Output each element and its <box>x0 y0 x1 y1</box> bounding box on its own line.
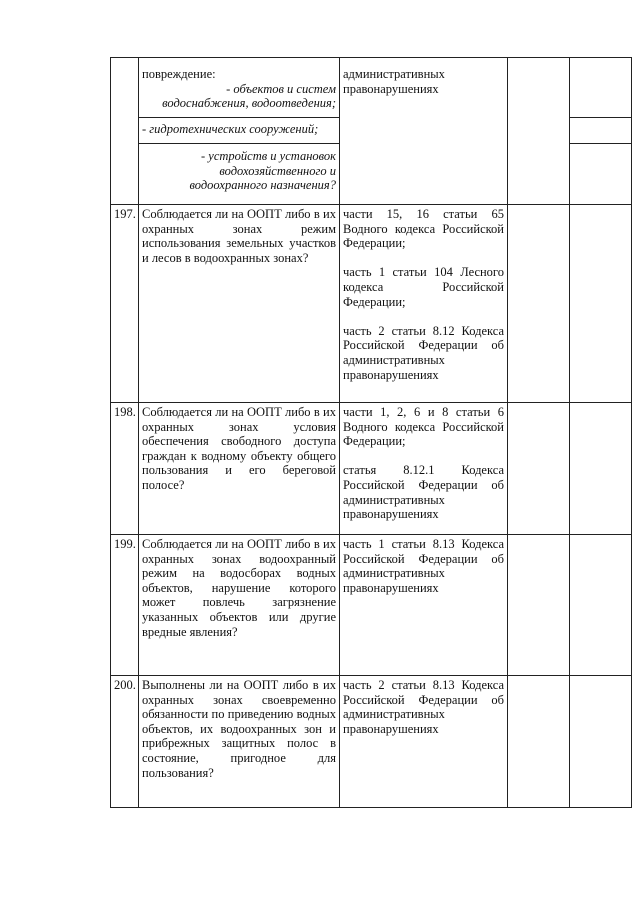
question-cell <box>139 58 340 118</box>
table-row-197 <box>111 205 632 403</box>
question-cell: Соблюдается ли на ООПТ либо в их охранных зонах режим использования земельных участков и лесов в водоохранных зонах? <box>139 205 340 403</box>
number-cell-empty <box>111 58 139 205</box>
reference-paragraph: статья 8.12.1 Кодекса Российской Федерации об административных правонарушениях <box>343 463 504 522</box>
row-number: 200. <box>111 676 139 808</box>
reference-cell <box>340 535 508 676</box>
empty-cell <box>508 205 570 403</box>
empty-cell <box>570 58 632 118</box>
empty-cell <box>570 118 632 144</box>
subitem-line: водоохранного назначения? <box>189 178 336 193</box>
subitem-line: - объектов и систем <box>226 81 336 96</box>
reference-paragraph: части 1, 2, 6 и 8 статьи 6 Водного кодекса Российской Федерации; <box>343 405 504 449</box>
empty-cell <box>508 58 570 205</box>
question-cell: Выполнены ли на ООПТ либо в их охранных зонах своевременно обязанности по приведению водных объектов, их водоохранных зон и прибрежных защитных полос в состояние, пригодное для пользования? <box>139 676 340 808</box>
reference-cell <box>340 205 508 403</box>
subitem-line: водохозяйственного и <box>219 163 336 178</box>
checklist-table <box>110 57 632 808</box>
row-number: 197. <box>111 205 139 403</box>
reference-paragraph: части 15, 16 статьи 65 Водного кодекса Российской Федерации; <box>343 207 504 251</box>
table-row-199 <box>111 535 632 676</box>
table-row-continuation-1 <box>111 58 632 118</box>
empty-cell <box>508 403 570 535</box>
subitem-line: - устройств и установок <box>201 149 336 163</box>
question-intro: повреждение: <box>142 67 216 81</box>
empty-cell <box>508 535 570 676</box>
reference-text: административных правонарушениях <box>343 67 445 96</box>
row-number: 198. <box>111 403 139 535</box>
row-number: 199. <box>111 535 139 676</box>
subitem-line: водоснабжения, водоотведения; <box>162 96 336 111</box>
subitem-line: - гидротехнических сооружений; <box>142 122 319 136</box>
empty-cell <box>508 676 570 808</box>
empty-cell <box>570 403 632 535</box>
reference-paragraph: часть 2 статьи 8.13 Кодекса Российской Федерации об административных правонарушениях <box>343 678 504 736</box>
reference-cell <box>340 403 508 535</box>
table-row-198 <box>111 403 632 535</box>
empty-cell <box>570 535 632 676</box>
reference-paragraph: часть 1 статьи 8.13 Кодекса Российской Федерации об административных правонарушениях <box>343 537 504 595</box>
empty-cell <box>570 676 632 808</box>
question-cell: Соблюдается ли на ООПТ либо в их охранных зонах водоохранный режим на водосборах водных объектов, нарушение которого может повлечь загрязнение указанных объектов или другие вредные явления? <box>139 535 340 676</box>
reference-paragraph: часть 1 статьи 104 Лесного кодекса Российской Федерации; <box>343 265 504 309</box>
empty-cell <box>570 144 632 205</box>
reference-cell <box>340 676 508 808</box>
question-cell <box>139 118 340 144</box>
question-cell <box>139 144 340 205</box>
reference-cell <box>340 58 508 205</box>
empty-cell <box>570 205 632 403</box>
reference-paragraph: часть 2 статьи 8.12 Кодекса Российской Федерации об административных правонарушениях <box>343 323 504 382</box>
question-cell: Соблюдается ли на ООПТ либо в их охранных зонах условия обеспечения свободного доступа граждан к водному объекту общего пользования и его береговой полосе? <box>139 403 340 535</box>
table-row-200 <box>111 676 632 808</box>
